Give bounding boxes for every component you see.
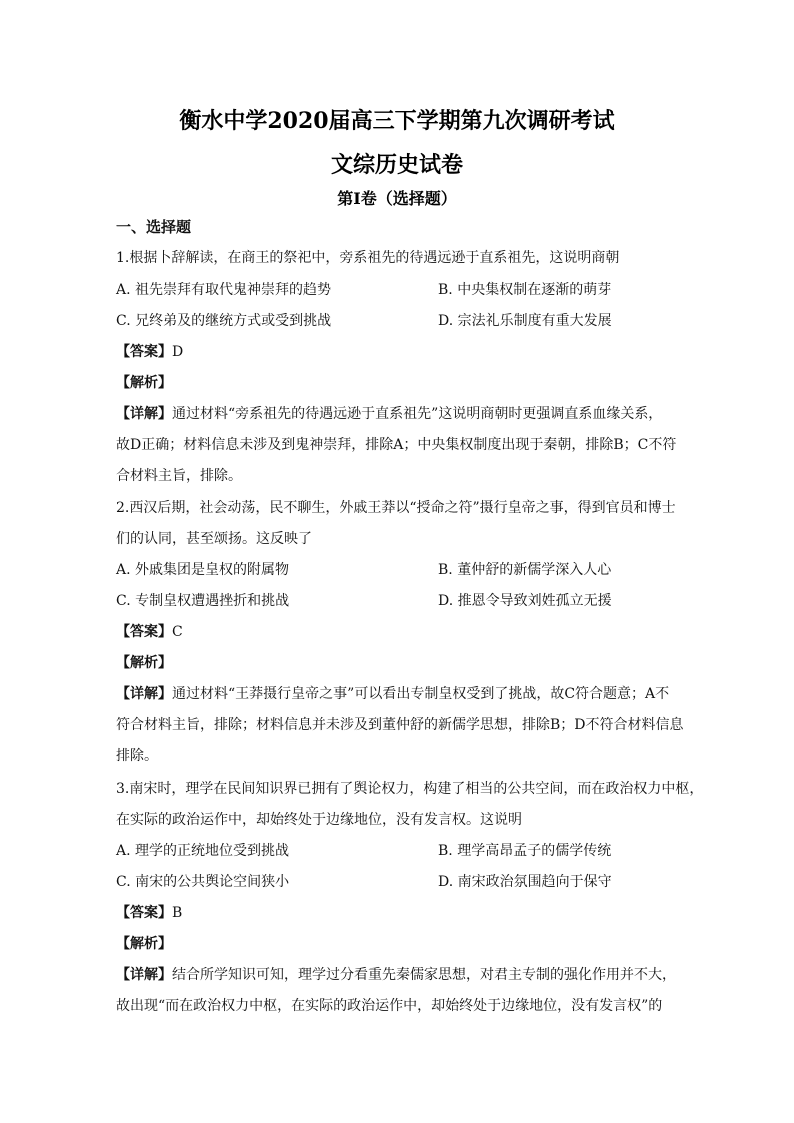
option-c: C. 专制皇权遭遇挫折和挑战: [116, 593, 290, 609]
option-b: B. 理学高昂孟子的儒学传统: [438, 843, 612, 859]
detail-line: 符合材料主旨，排除；材料信息并未涉及到董仲舒的新儒学思想，排除B；D不符合材料信息: [116, 717, 684, 733]
question-stem: 们的认同，甚至颂扬。这反映了: [116, 531, 312, 547]
answer-line: [116, 342, 183, 362]
option-b: B. 中央集权制在逐渐的萌芽: [438, 282, 612, 298]
answer-value: B: [172, 905, 183, 921]
answer-value: D: [172, 344, 184, 360]
answer-line: [116, 622, 183, 642]
detail-text: 通过材料“王莽摄行皇帝之事”可以看出专制皇权受到了挑战，故C符合题意；A不: [172, 686, 670, 702]
analysis-label: 【解析】: [116, 375, 172, 391]
question-stem: 3.南宋时，理学在民间知识界已拥有了舆论权力，构建了相当的公共空间，而在政治权力中枢，: [116, 781, 704, 797]
analysis-label: 【解析】: [116, 655, 172, 671]
answer-label: 【答案】: [116, 905, 172, 921]
answer-line: [116, 903, 182, 923]
option-a: A. 理学的正统地位受到挑战: [116, 843, 290, 859]
option-b: B. 董仲舒的新儒学深入人心: [438, 562, 612, 578]
detail-label: 【详解】: [116, 406, 172, 422]
detail-line: 故D正确；材料信息未涉及到鬼神崇拜，排除A；中央集权制度出现于秦朝，排除B；C不符: [116, 437, 677, 453]
option-c: C. 南宋的公共舆论空间狭小: [116, 874, 290, 890]
answer-label: 【答案】: [116, 344, 172, 360]
option-c: C. 兄终弟及的继统方式或受到挑战: [116, 313, 332, 329]
option-d: D. 推恩令导致刘姓孤立无援: [438, 593, 612, 609]
option-a: A. 祖先崇拜有取代鬼神崇拜的趋势: [116, 282, 332, 298]
answer-label: 【答案】: [116, 624, 172, 640]
option-d: D. 南宋政治氛围趋向于保守: [438, 874, 612, 890]
detail-line: [116, 404, 662, 424]
answer-value: C: [172, 624, 183, 640]
detail-text: 结合所学知识可知，理学过分看重先秦儒家思想，对君主专制的强化作用并不大，: [172, 967, 676, 983]
exam-title: 衡水中学2020届高三下学期第九次调研考试: [179, 108, 615, 134]
detail-line: 合材料主旨，排除。: [116, 468, 242, 484]
detail-label: 【详解】: [116, 967, 172, 983]
detail-line: 故出现“而在政治权力中枢，在实际的政治运作中，却始终处于边缘地位，没有发言权”的: [116, 998, 663, 1014]
analysis-label: 【解析】: [116, 936, 172, 952]
section-title: 一、选择题: [116, 218, 192, 236]
exam-part: 第Ⅰ卷（选择题）: [337, 189, 457, 208]
question-stem: 1.根据卜辞解读，在商王的祭祀中，旁系祖先的待遇远逊于直系祖先，这说明商朝: [116, 250, 620, 266]
exam-subtitle: 文综历史试卷: [330, 152, 463, 178]
detail-line: [116, 684, 669, 704]
detail-line: 排除。: [116, 748, 158, 764]
detail-label: 【详解】: [116, 686, 172, 702]
question-stem: 在实际的政治运作中，却始终处于边缘地位，没有发言权。这说明: [116, 812, 522, 828]
question-stem: 2.西汉后期，社会动荡，民不聊生，外戚王莽以“授命之符”摄行皇帝之事，得到官员和博士: [116, 500, 676, 516]
option-d: D. 宗法礼乐制度有重大发展: [438, 313, 612, 329]
detail-line: [116, 965, 676, 985]
option-a: A. 外戚集团是皇权的附属物: [116, 562, 290, 578]
detail-text: 通过材料“旁系祖先的待遇远逊于直系祖先”这说明商朝时更强调直系血缘关系，: [172, 406, 663, 422]
